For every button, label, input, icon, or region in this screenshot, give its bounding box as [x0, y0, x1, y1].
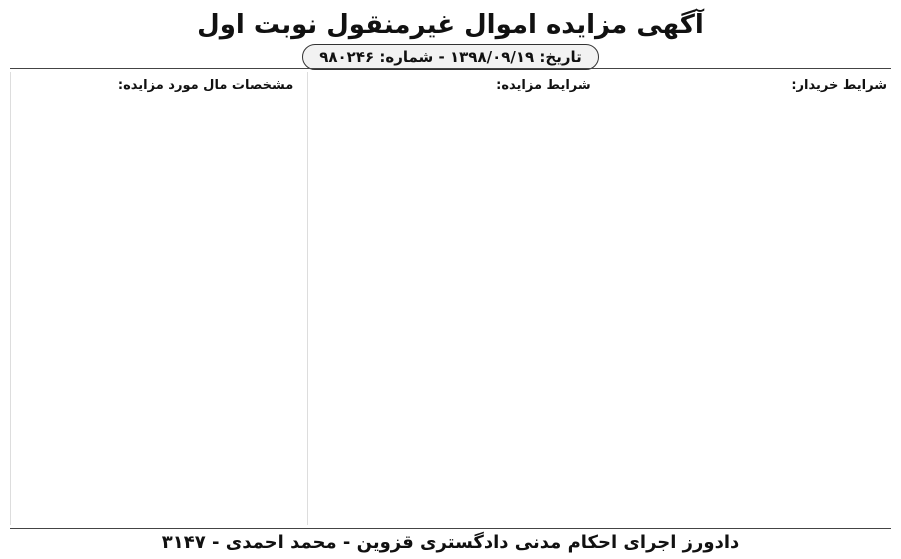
column-left	[605, 72, 891, 525]
buyer-conditions-section-title: شرایط خریدار:	[791, 78, 887, 93]
date-number-pill: تاریخ: ۱۳۹۸/۰۹/۱۹ - شماره: ۹۸۰۲۴۶	[302, 44, 599, 70]
notice-footer-signature: دادورز اجرای احکام مدنی دادگستری قزوین - محمد احمدی - ۳۱۴۷	[161, 532, 740, 553]
bottom-rule	[10, 528, 891, 529]
property-section-title: مشخصات مال مورد مزایده:	[117, 78, 294, 93]
notice-date-number	[10, 44, 891, 70]
notice-columns	[10, 72, 891, 525]
column-right	[10, 72, 297, 525]
conditions-section-title: شرایط مزایده:	[496, 78, 591, 93]
column-middle	[307, 72, 594, 525]
top-rule	[10, 68, 891, 69]
notice-title: آگهی مزایده اموال غیرمنقول نوبت اول	[197, 10, 704, 40]
